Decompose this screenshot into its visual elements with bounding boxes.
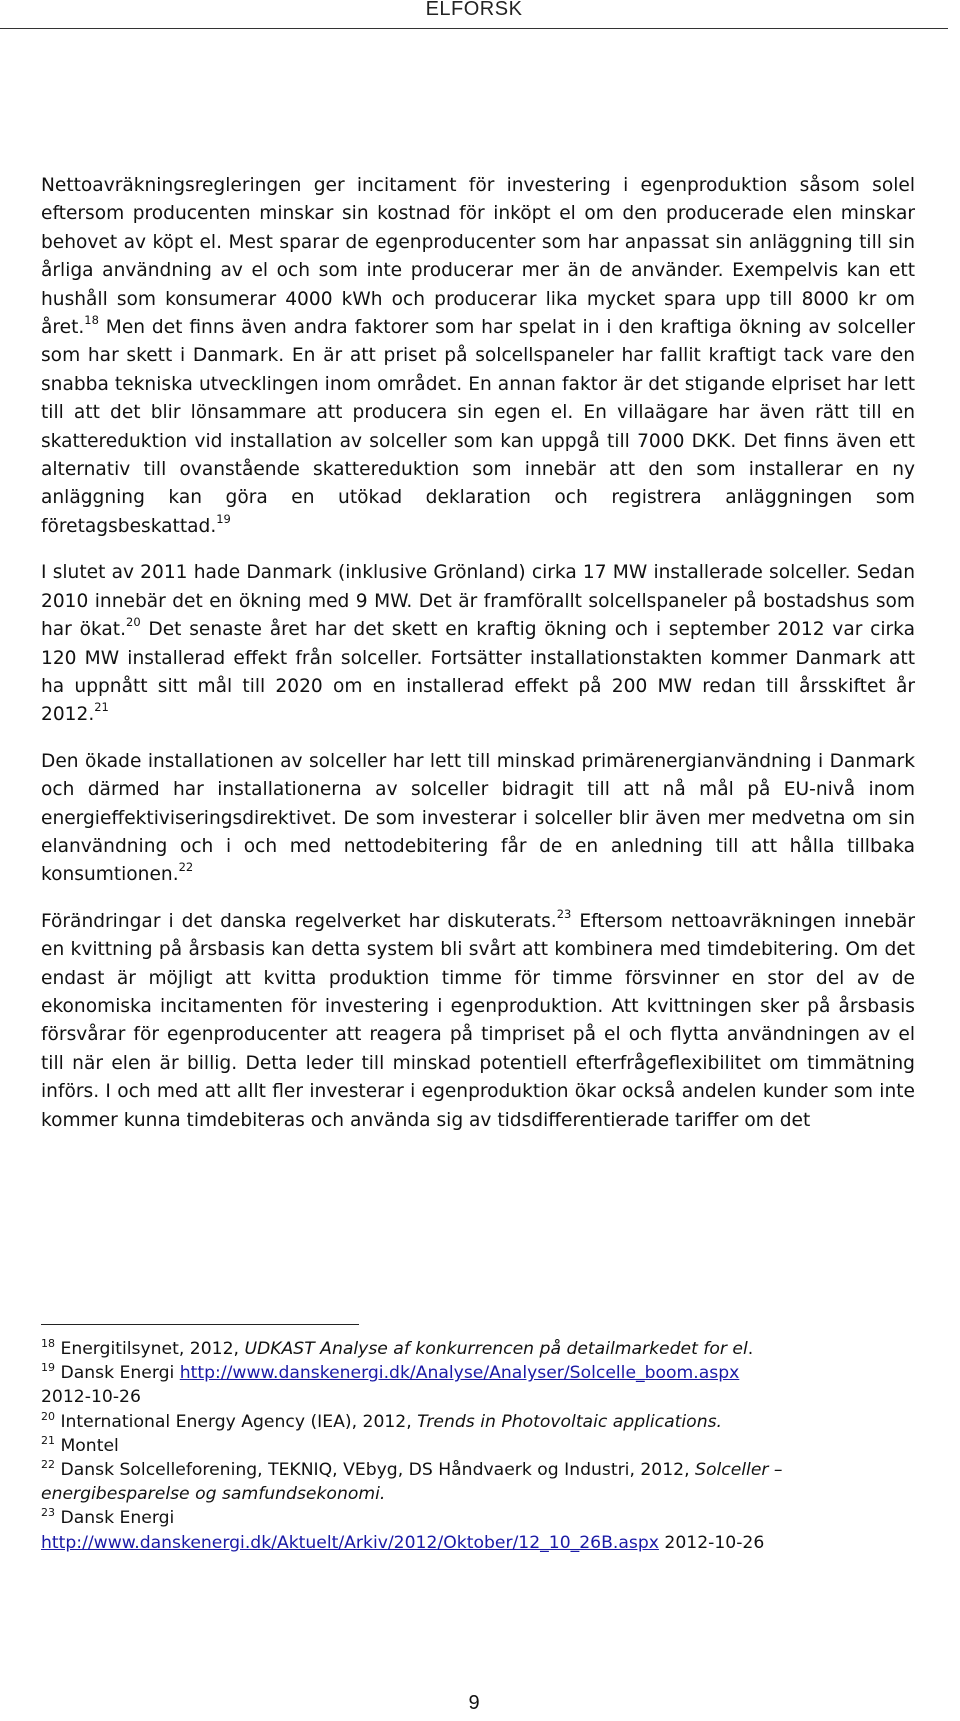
footnote-ref-23: 23 <box>556 906 572 921</box>
paragraph-net-metering <box>41 172 915 541</box>
paragraph-energy-effects <box>41 748 915 890</box>
page-header <box>0 0 948 29</box>
page-number: 9 <box>468 1692 480 1714</box>
footnote-text: International Energy Agency (IEA), 2012, <box>55 1411 418 1432</box>
header-title: ELFORSK <box>425 0 523 20</box>
footnote-text: . <box>747 1339 754 1359</box>
footnote-title: UDKAST Analyse af konkurrencen på detailmarkedet for el <box>244 1339 748 1359</box>
footnote-number: 21 <box>41 1433 55 1447</box>
footnote-number: 18 <box>41 1337 55 1350</box>
footnote-ref-18: 18 <box>84 313 99 328</box>
footnote-date: 2012-10-26 <box>41 1387 141 1408</box>
footnote-text: Dansk Solcelleforening, TEKNIQ, VEbyg, DS Håndvaerk og Industri, 2012, <box>55 1460 696 1481</box>
footnote-ref-20: 20 <box>126 615 141 630</box>
footnote-text: Energitilsynet, 2012, <box>55 1339 245 1359</box>
footnote-title: Trends in Photovoltaic applications. <box>417 1411 723 1432</box>
paragraph-text: Förändringar i det danska regelverket har diskuterats. <box>41 910 557 932</box>
paragraph-regulation-changes <box>41 908 915 1135</box>
paragraph-installed-capacity <box>41 559 915 729</box>
body-text <box>41 172 915 1153</box>
footnote-divider <box>41 1324 359 1325</box>
footnote-date: 2012-10-26 <box>658 1532 765 1553</box>
footnotes <box>41 1337 931 1555</box>
footnote-ref-19: 19 <box>216 511 231 526</box>
footnote-ref-21: 21 <box>94 700 109 715</box>
footnote-ref-22: 22 <box>178 860 194 875</box>
footnote-number: 23 <box>41 1506 55 1520</box>
footnote-number: 20 <box>41 1409 55 1423</box>
footnote-text: Montel <box>55 1435 119 1456</box>
paragraph-text: I slutet av 2011 hade Danmark (inklusive Grönland) cirka 17 MW installerade solceller. Sedan 2010 innebär det en ökning med 9 MW. Det är framförallt solcellspaneler på bostadshus som har ökat. <box>41 562 915 641</box>
footnote-title: Solceller – energibesparelse og samfundsekonomi. <box>41 1460 783 1505</box>
footnote-number: 22 <box>41 1458 55 1472</box>
footnote-link[interactable]: http://www.danskenergi.dk/Analyse/Analyser/Solcelle_boom.aspx <box>179 1363 740 1384</box>
footnote-text: Dansk Energi <box>55 1508 175 1529</box>
paragraph-text: Den ökade installationen av solceller har lett till minskad primärenergianvändning i Danmark och därmed har installationerna av solceller bidragit till att nå mål på EU-nivå inom energieffektiviseringsdirektivet. De som investerar i solceller blir även mer medvetna om sin elanvändning och i och med nettodebitering får de en anledning till att hålla tillbaka konsumtionen. <box>41 750 915 886</box>
footnote-21 <box>41 1434 931 1458</box>
footnote-20 <box>41 1410 931 1434</box>
footnote-18 <box>41 1337 931 1361</box>
paragraph-text: Eftersom nettoavräkningen innebär en kvittning på årsbasis kan detta system bli svårt att kombinera med timdebitering. Om det endast är möjligt att kvitta produktion timme för timme försvinner en stor del av de ekonomiska incitamenten för investering i egenproduktion. Att kvittningen sker på årsbasis försvårar för egenproducenter att reagera på timpriset på el och flytta användningen av el till när elen är billig. Detta leder till minskad potentiell efterfrågeflexibilitet om timmätning införs. I och med att allt fler investerar i egenproduktion ökar också andelen kunder som inte kommer kunna timdebiteras och använda sig av tidsdifferentierade tariffer om det <box>41 910 915 1131</box>
footnote-link[interactable]: http://www.danskenergi.dk/Aktuelt/Arkiv/2012/Oktober/12_10_26B.aspx <box>41 1532 659 1553</box>
footnote-22 <box>41 1458 931 1506</box>
paragraph-text: Nettoavräkningsregleringen ger incitament för investering i egenproduktion såsom solel eftersom producenten minskar sin kostnad för inköpt el om den producerade elen minskar behovet av köpt el. Mest sparar de egenproducenter som har anpassat sin anläggning till sin årliga användning av el och som inte producerar mer än de använder. Exempelvis kan ett hushåll som konsumerar 4000 kWh och producerar lika mycket spara upp till 8000 kr om året. <box>41 175 915 339</box>
footnote-23 <box>41 1506 931 1554</box>
footnote-number: 19 <box>41 1361 55 1375</box>
paragraph-text: Men det finns även andra faktorer som har spelat in i den kraftiga ökning av solceller som har skett i Danmark. En är att priset på solcellspaneler har fallit kraftigt tack vare den snabba tekniska utvecklingen inom området. En annan faktor är det stigande elpriset har lett till att det blir lönsammare att producera sin egen el. En villaägare har även rätt till en skattereduktion vid installation av solceller som kan uppgå till 7000 DKK. Det finns även ett alternativ till ovanstående skattereduktion som innebär att den som installerar en ny anläggning kan göra en utökad deklaration och registrera anläggningen som företagsbeskattad. <box>41 317 915 537</box>
footnote-19 <box>41 1361 931 1409</box>
footnote-text: Dansk Energi <box>55 1363 180 1384</box>
paragraph-text: Det senaste året har det skett en kraftig ökning och i september 2012 var cirka 120 MW installerad effekt från solceller. Fortsätter installationstakten kommer Danmark att ha uppnått sitt mål till 2020 om en installerad effekt på 200 MW redan till årsskiftet år 2012. <box>41 619 915 726</box>
